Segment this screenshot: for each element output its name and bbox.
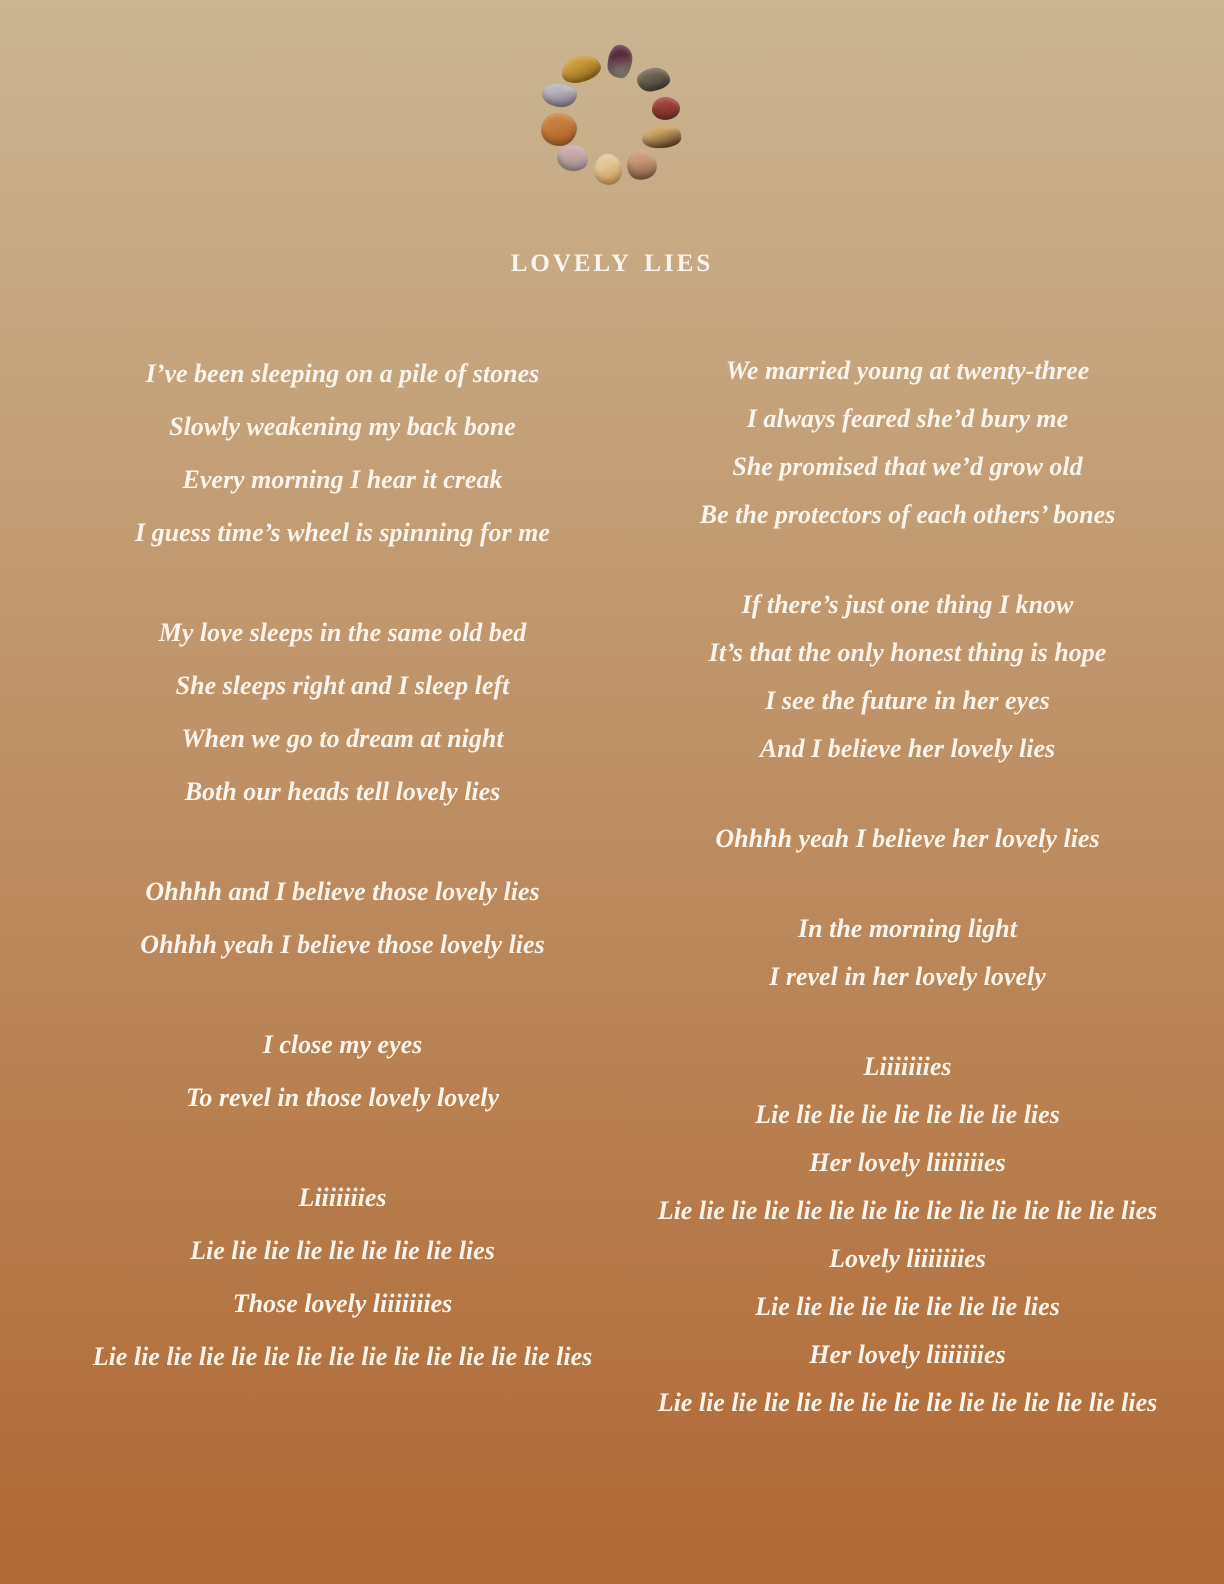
lyric-line: She sleeps right and I sleep left — [175, 671, 510, 700]
lyric-line: I revel in her lovely lovely — [769, 962, 1046, 991]
cream-stone — [592, 153, 623, 187]
lyric-line: Lie lie lie lie lie lie lie lie lie lie lie lie lie lie lies — [657, 1388, 1158, 1417]
stone-circle-logo — [530, 38, 690, 198]
lyric-line: When we go to dream at night — [181, 724, 504, 753]
stanza — [630, 815, 1185, 863]
lyric-line: To revel in those lovely lovely — [185, 1083, 500, 1112]
stanza — [65, 606, 620, 818]
lyric-line: Lie lie lie lie lie lie lie lie lies — [755, 1292, 1060, 1321]
lavender-gray-stone — [541, 83, 577, 108]
lyric-line: She promised that we’d grow old — [732, 452, 1083, 481]
orange-stone — [540, 112, 578, 147]
banded-tan-stone — [641, 124, 682, 150]
lyric-line: If there’s just one thing I know — [741, 590, 1074, 619]
lyric-line: Be the protectors of each others’ bones — [699, 500, 1116, 529]
lyric-line: In the morning light — [798, 914, 1017, 943]
stanza — [630, 347, 1185, 539]
lyric-line: We married young at twenty-three — [725, 356, 1090, 385]
lyric-line: Slowly weakening my back bone — [169, 412, 516, 441]
lyric-line: Her lovely liiiiiiies — [809, 1340, 1006, 1369]
lyrics-column-left — [65, 347, 620, 1427]
red-stone — [651, 96, 681, 121]
dark-striped-stone — [636, 66, 672, 93]
stanza — [630, 1043, 1185, 1427]
lyric-line: Lie lie lie lie lie lie lie lie lie lie lie lie lie lie lies — [657, 1196, 1158, 1225]
lyric-line: Lie lie lie lie lie lie lie lie lies — [190, 1236, 495, 1265]
lyric-line: I close my eyes — [262, 1030, 423, 1059]
stanza — [65, 865, 620, 971]
lyrics-column-right — [630, 347, 1185, 1427]
lyric-line: I’ve been sleeping on a pile of stones — [145, 359, 540, 388]
lyric-line: Ohhhh yeah I believe those lovely lies — [140, 930, 545, 959]
pink-tan-stone — [625, 148, 659, 182]
lyric-line: Lovely liiiiiiies — [829, 1244, 986, 1273]
lyric-line: Liiiiiiies — [298, 1183, 387, 1212]
maroon-gray-stone — [606, 44, 633, 79]
lyric-line: I guess time’s wheel is spinning for me — [135, 518, 550, 547]
stanza — [630, 581, 1185, 773]
lyric-line: Her lovely liiiiiiies — [809, 1148, 1006, 1177]
lyric-line: I always feared she’d bury me — [746, 404, 1069, 433]
lyric-line: Liiiiiiies — [863, 1052, 952, 1081]
lyric-line: Ohhhh yeah I believe her lovely lies — [715, 824, 1100, 853]
lyric-line: Those lovely liiiiiiies — [232, 1289, 453, 1318]
gold-stone — [559, 52, 604, 86]
lyric-line: I see the future in her eyes — [765, 686, 1050, 715]
stanza — [65, 347, 620, 559]
stanza — [65, 1018, 620, 1124]
lyric-line: Lie lie lie lie lie lie lie lie lie lie lie lie lie lie lies — [92, 1342, 593, 1371]
lyrics-columns — [0, 347, 1224, 1427]
lyric-line: Lie lie lie lie lie lie lie lie lies — [755, 1100, 1060, 1129]
stanza — [630, 905, 1185, 1001]
lyric-line: Both our heads tell lovely lies — [184, 777, 501, 806]
lyric-line: Ohhhh and I believe those lovely lies — [145, 877, 540, 906]
lyric-line: It’s that the only honest thing is hope — [708, 638, 1107, 667]
lyric-line: And I believe her lovely lies — [759, 734, 1056, 763]
gray-pink-stone — [555, 143, 590, 174]
stanza — [65, 1171, 620, 1383]
lyric-line: My love sleeps in the same old bed — [158, 618, 527, 647]
lyric-line: Every morning I hear it creak — [182, 465, 503, 494]
song-title: LOVELY LIES — [510, 250, 714, 277]
